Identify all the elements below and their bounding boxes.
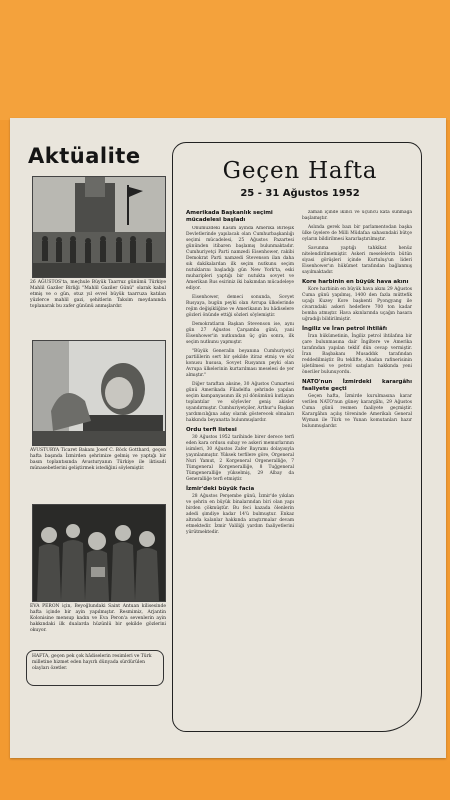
- paragraph: İran hükümetinin, İngiliz petrol ihtilafına bir çare bulunmasına dair İngiltere ve Amerika tarafından yapılan teklif dün cevap vermiştir. İran Başbakanı Musaddık tarafından reddedilmiştir. Bu teklifte, Abadan rafinerisinin işletilmesi ve petrol satışları hakkında yeni öneriler bulunuyordu.: [302, 334, 412, 375]
- article-column-right: [302, 210, 412, 714]
- article-dates: 25 - 31 Ağustos 1952: [240, 188, 360, 199]
- section-title: Aktüalite: [28, 144, 141, 168]
- subheading-ingiliz: İngiliz ve İran petrol ihtilâfı: [302, 326, 387, 332]
- subheading-kore: Kore harbinin en büyük hava akını: [302, 279, 409, 285]
- paragraph: 28 Ağustos Perşembe günü, İzmir'de yıkılan ve şehrin en büyük binalarından biri olan yapı birden çökmüştür. Bu feci kazada ölenlerin adedi şimdiye kadar 14'ü bulmuştur. Enkaz altında kalanlar hakkında araştırmalar devam etmektedir. İzmir Valiliği yardım faaliyetlerini yürütmektedir.: [186, 494, 294, 535]
- photo-gaziler-ceremony: [32, 176, 166, 278]
- paragraph: Eisenhower, demeci sonunda, Sovyet Rusyaya, bugün peyki olan Avrupa ülkelerinde rejim değişikliğine ve Amerikanın bu hâdiselere gözleri önünde ettiği sözleri söylemiştir.: [186, 295, 294, 318]
- photo-minister-press: [32, 340, 166, 446]
- paragraph: Demokratların Başkan Stevenson ise, aynı gün 27 Ağustos Çarşamba günü, yani Eisenhower'in nutkundan üç gün sonra, ilk seçim nutkunu yapmıştır.: [186, 322, 294, 345]
- background-bottom: [0, 770, 450, 800]
- paragraph: Savunma yaptığı tahkikat henüz nitelendirilmemiştir. Askeri meselelerin bütün siyasi görüşleri içinde Kurtuluş'un lideri Eisenhower'ın hükümet tarafından bağlanmış sayılmaktadır.: [302, 246, 412, 275]
- magazine-page: [10, 118, 446, 758]
- paragraph: "Büyük Generalin beyanına Cumhuriyetçi partililerin sert bir şekilde itiraz etmiş ve söz konusu hususa, Sovyet Rusyanın peyki olan Avrupa ülkelerinin kurtarılması meselesi de yer almıştır.": [186, 349, 294, 378]
- caption-eva-peron: EVA PERON için, Beyoğlundaki Saint Antuan kilisesinde hafta içinde bir ayin yapılmıştır. Resmimiz, Arjantin Kolonisine mensup kadın ve Eva Peron'a sevenlerin ayin hakkındaki ilk dualarda hüzünlü bir şekilde gözlerini okuyor.: [30, 604, 166, 633]
- paragraph: Aslında gerek bazı bir parlamentodan başka ülke üyelere de Milli Müdafaa sahasındaki bütçe oyların bildirilmesi kararlaştırılmıştır.: [302, 225, 412, 242]
- paragraph: Önümüzdeki Kasım ayında Amerika Birleşik Devletlerinde yapılacak olan Cumhurbaşkanlığı seçimi mücadelesi, 25 Ağustos Pazartesi gününden itibaren başlamış bulunmaktadır. Cumhuriyetçi Parti namzedi Eisenhower, rakibi Demokrat Parti namzedi Stevenson ilan daha sık dakikalardan ilk seçim nutkunu seçim nutuklarını başladığı gün New York'ta, eski muharipleri yaptığı bir nutukta sovyet ve Amerikan Rus esiriniz iki bakımdan mücadeleye ediyor.: [186, 226, 294, 291]
- photo-eva-peron-mass: [32, 504, 166, 602]
- paragraph: Diğer taraftan aksine, 30 Ağustos Cumartesi günü Amerikada Filadelfia şehrinde yapılan seçim kampanyasının ilk yıl dönümünü kutlayan toplantılar ve söylevler geniş akisler uyandırmıştır. Cumhuriyetçiler, Arthur'u Başkan yardımcılığına aday olarak gösterecek olmaları hakkında beyanatta bulunmuşlardır.: [186, 382, 294, 423]
- paragraph: Geçen hafta, İzmirde kurulmasına karar verilen NATO'nun güney karargâhı, 29 Ağustos Cuma günü resmen faaliyete geçmiştir. Karargâhın açılış töreninde Amerikalı General Wyman ile Türk ve Yunan komutanları hazır bulunmuşlardır.: [302, 394, 412, 429]
- subheading-izmir: İzmir'deki büyük facia: [186, 486, 255, 492]
- caption-avusturya: AVUSTURYA Ticaret Bakanı Josef C. Böck Gotthard, geçen hafta başında İzmirden şehrimize gelmiş ve yaptığı bir basın toplantısında Avusturyanın Türkiye ile iktisadi münasebetlerini geliştirmek istediğini söylemiştir.: [30, 448, 166, 471]
- article-column-left: [186, 226, 294, 714]
- hafta-note-box: HAFTA, geçen pek çok hâdiselerin resimleri ve Türk milletine hizmet eden hayırlı dünyada sürdürülen olayları özetler.: [26, 650, 164, 686]
- article-heading: Geçen Hafta: [222, 158, 378, 184]
- paragraph: 30 Ağustos 1952 tarihinde birer derece terfi eden kara ordusu subay ve askeri memurlarının isimleri, 30 Ağustos Zafer Bayramı dolayısıyla yayınlanmıştır. Yüksek terfilere göre, Orgeneral Nuri Yamut, 2 Korgeneral Orgeneralliğe, 7 Tümgeneral Korgeneralliğe, 8 Tuğgeneral Tümgeneralliğe yükselmiş, 29 Albay da Generalliğe terfi etmiştir.: [186, 435, 294, 482]
- subheading-nato: NATO'nun İzmirdeki karargâhı faaliyete geçti: [302, 379, 412, 392]
- subheading-ordu: Ordu terfi listesi: [186, 427, 237, 433]
- background-top: [0, 0, 450, 120]
- lead-headline: Amerikada Başkanlık seçimi mücadelesi başladı: [186, 210, 273, 223]
- paragraph: Kore harbinin en büyük hava akını 29 Ağustos Cuma günü yapılmış, 1400 den fazla müttefik uçağı Kuzey Kore başkenti Pyongyang ile civarındaki askeri hedeflere 700 ton kadar bomba atmıştır. Hava akınlarında uçağın hasara uğradığı bildirilmiştir.: [302, 287, 412, 322]
- paragraph: zaman içinde ikinci ve üçüncü kata sunmağa başlamıştır.: [302, 210, 412, 221]
- caption-gaziler: 26 AĞUSTOS'ta, meçhule Büyük Taarruz günümü Türkiye Mahlil Gaziler Birliği "Mahlil Gaziler Günü" olarak kabul etmiş ve o gün, otuz yıl evvel büyük taarruza katılan yüzlerce mahlil gazi, şehitlerin Taksim meydanında toplanarak bu zafer gününü anmışlardır.: [30, 280, 166, 309]
